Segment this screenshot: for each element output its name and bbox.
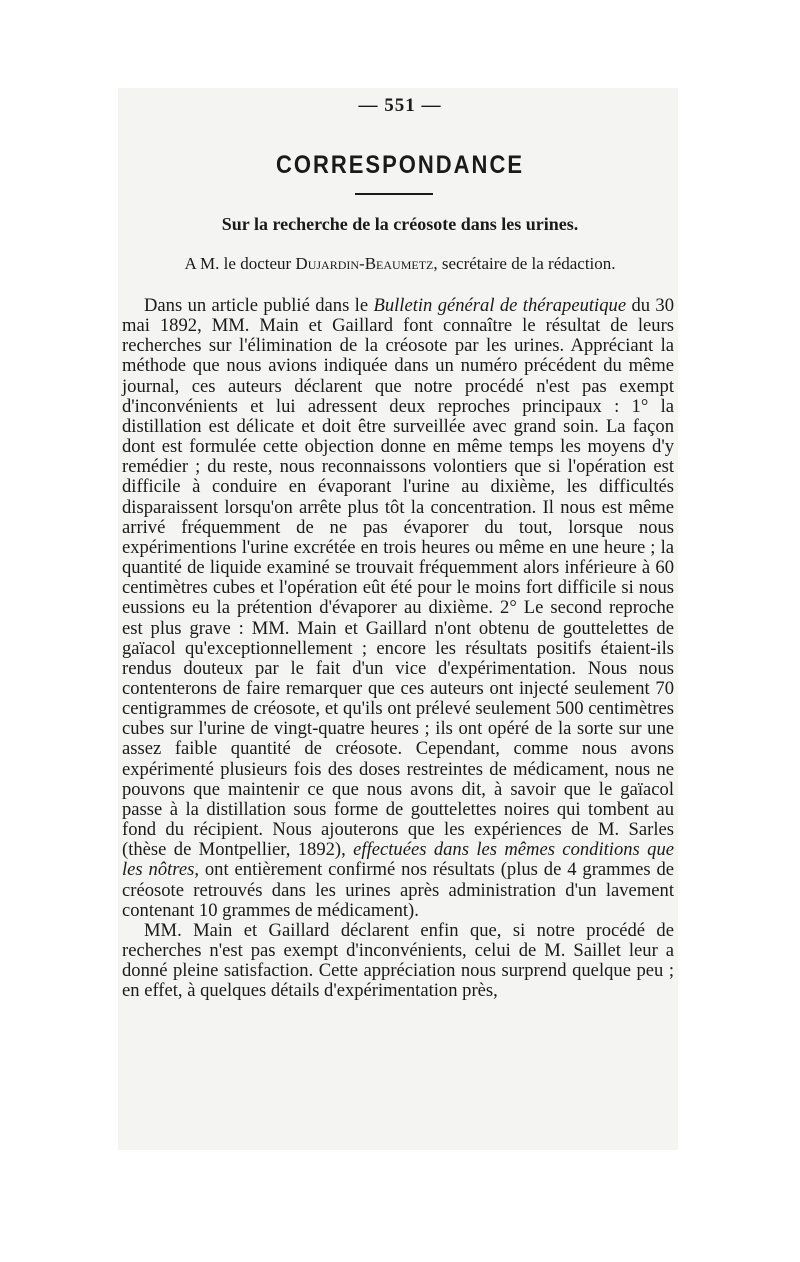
- italic-phrase: effectuées dans les mêmes conditions que les nôtres: [122, 839, 675, 881]
- paragraph-1: [122, 296, 674, 921]
- heading-rule: [355, 193, 433, 195]
- paragraph-1-part-2: du 30 mai 1892, MM. Main et Gaillard font connaître le résultat de leurs recherches sur l'élimination de la créosote par les urines. Appréciant la méthode que nous avions indiquée dans un numéro précédent du même journal, ces auteurs déclarent que notre procédé n'est pas exempt d'inconvénients et lui adressent deux reproches principaux : 1° la distillation est délicate et doit être surveillée avec grand soin. La façon dont est formulée cette objection donne en même temps les moyens d'y remédier ; du reste, nous reconnaissons volontiers que si l'opération est difficile à conduire en évaporant l'urine au dixième, les difficultés disparaissent lorsqu'on arrête plus tôt la concentration. Il nous est même arrivé fréquemment de ne pas évaporer du tout, lorsque nous expérimentions l'urine excrétée en trois heures ou même en une heure ; la quantité de liquide examiné se trouvait fréquemment alors inférieure à 60 centimètres cubes et l'opération eût été pour le moins fort difficile si nous eussions eu la prétention d'évaporer au dixième. 2° Le second reproche est plus grave : MM. Main et Gaillard n'ont obtenu de gouttelettes de gaïacol qu'exceptionnellement ; encore les résultats positifs étaient-ils rendus douteux par le fait d'un vice d'expérimentation. Nous nous contenterons de faire remarquer que ces auteurs ont injecté seulement 70 centigrammes de créosote, et qu'ils ont prélevé seulement 500 centimètres cubes sur l'urine de vingt-quatre heures ; ils ont opéré de la sorte sur une assez faible quantité de créosote. Cependant, comme nous avons expérimenté plusieurs fois des doses restreintes de médicament, nous ne pouvons que maintenir ce que nous avons dit, à savoir que le gaïacol passe à la distillation sous forme de gouttelettes noires qui tombent au fond du récipient. Nous ajouterons que les expériences de M. Sarles (thèse de Montpellier, 1892),: [122, 295, 675, 861]
- article-title: Sur la recherche de la créosote dans les urines.: [221, 214, 579, 234]
- paragraph-1-part-1: Dans un article publié dans le: [144, 295, 374, 316]
- addressee-prefix: A M. le docteur: [184, 254, 296, 273]
- section-heading: CORRESPONDANCE: [275, 150, 525, 179]
- addressee-line: [0, 254, 800, 274]
- page-number: — 551 —: [358, 95, 442, 116]
- addressee-suffix: , secrétaire de la rédaction.: [433, 254, 616, 273]
- addressee-name: Dujardin-Beaumetz: [295, 254, 434, 273]
- paragraph-1-part-3: , ont entièrement confirmé nos résultats (plus de 4 grammes de créosote retrouvés dans les urines après administration d'un lavement contenant 10 grammes de médicament).: [122, 859, 674, 921]
- journal-title: Bulletin général de thérapeutique: [373, 295, 627, 316]
- article-body: [122, 296, 674, 1001]
- paragraph-2: MM. Main et Gaillard déclarent enfin que, si notre procédé de recherches n'est pas exempt d'inconvénients, celui de M. Saillet leur a donné pleine satisfaction. Cette appréciation nous surprend quelque peu ; en effet, à quelques détails d'expérimentation près,: [122, 919, 674, 1002]
